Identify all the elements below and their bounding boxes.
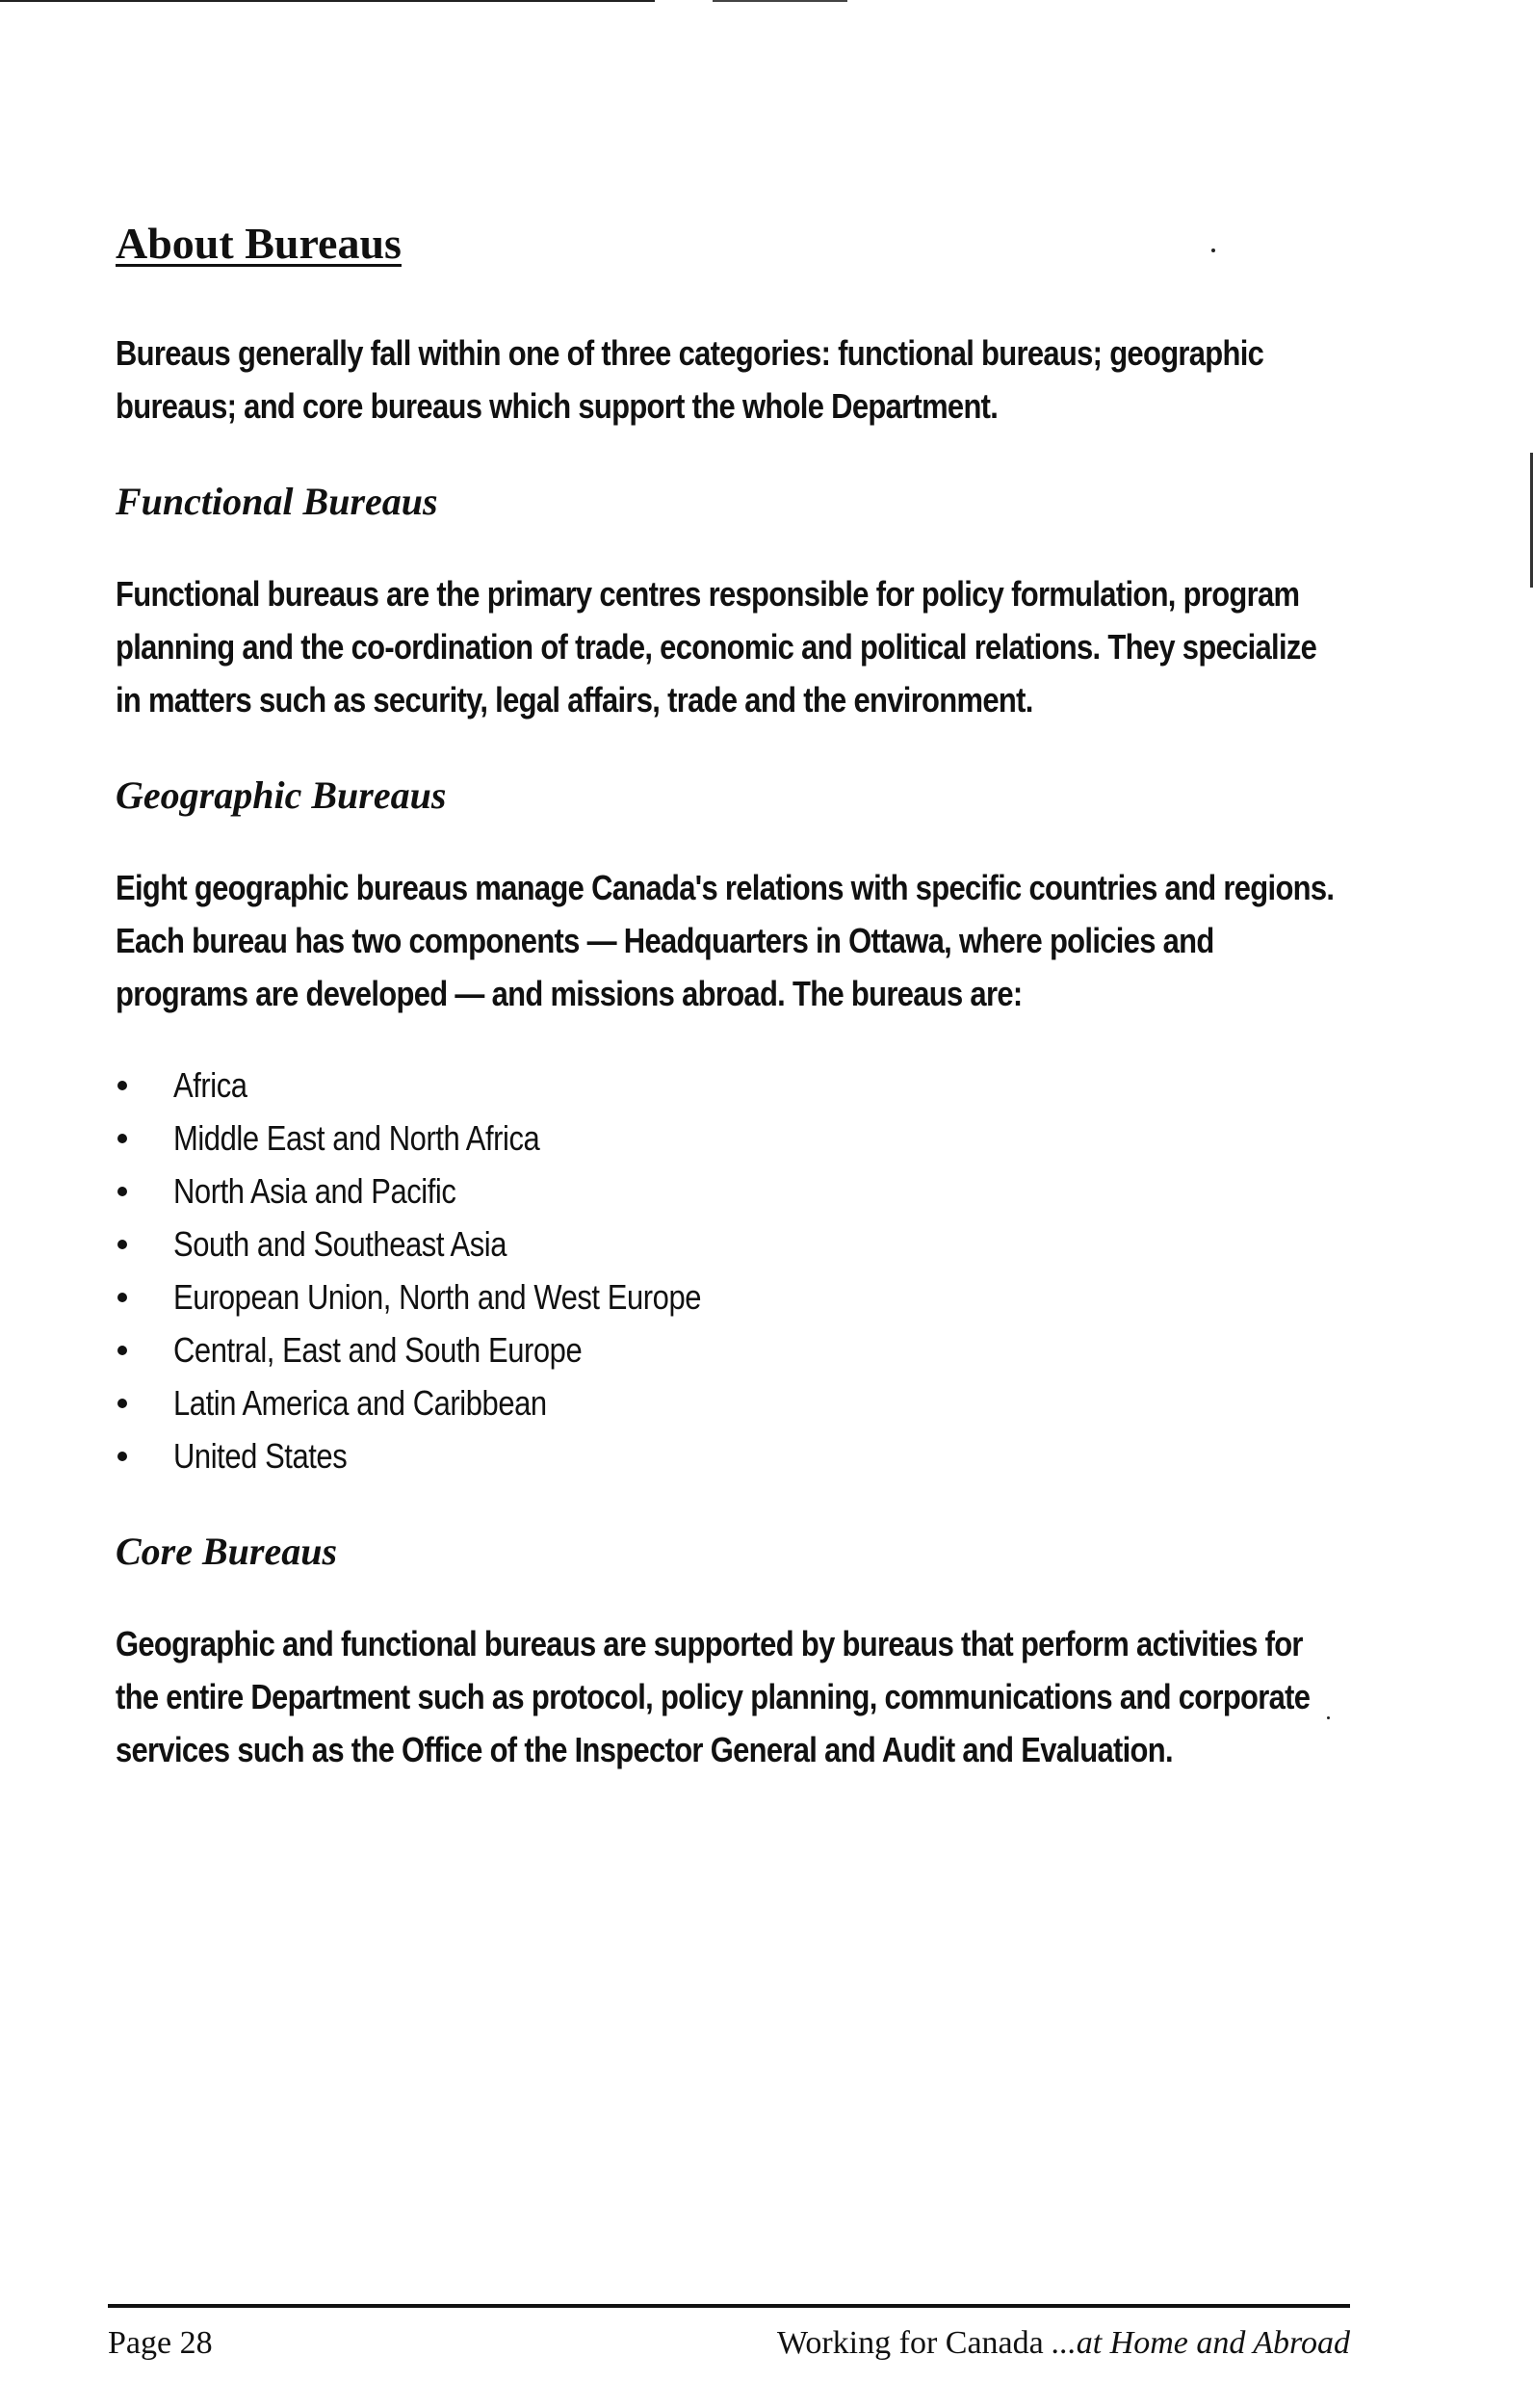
document-page xyxy=(116,219,1367,1776)
functional-bureaus-paragraph: Functional bureaus are the primary centres responsible for policy formulation, program planning and the co-ordination of trade, economic and political relations. They specialize in matters such as security, legal affairs, trade and the environment. xyxy=(116,574,1317,720)
bullet-icon xyxy=(117,1452,127,1461)
bureau-list xyxy=(116,1059,1367,1482)
list-item: Central, East and South Europe xyxy=(116,1323,1367,1376)
bullet-icon xyxy=(117,1187,127,1196)
bullet-icon xyxy=(117,1240,127,1249)
geographic-bureaus-paragraph: Eight geographic bureaus manage Canada's relations with specific countries and regions. Each bureau has two components — Headquarters in Ottawa, where policies and programs are developed — and missions abroad. The bureaus are: xyxy=(116,868,1335,1013)
bullet-icon xyxy=(117,1134,127,1143)
footer-ellipsis: ... xyxy=(1052,2325,1077,2361)
list-item: North Asia and Pacific xyxy=(116,1165,1367,1217)
core-bureaus-paragraph: Geographic and functional bureaus are supported by bureaus that perform activities for the entire Department such as protocol, policy planning, communications and corporate services such as the Office of the Inspector General and Audit and Evaluation. xyxy=(116,1624,1311,1769)
bullet-icon xyxy=(117,1346,127,1355)
list-item: Latin America and Caribbean xyxy=(116,1376,1367,1429)
bullet-icon xyxy=(117,1399,127,1408)
geographic-bureaus-heading: Geographic Bureaus xyxy=(116,773,447,817)
functional-bureaus-heading: Functional Bureaus xyxy=(116,480,438,523)
running-footer xyxy=(777,2325,1350,2362)
page-title: About Bureaus xyxy=(116,219,402,268)
list-item: South and Southeast Asia xyxy=(116,1217,1367,1270)
scan-top-rule-segment xyxy=(713,0,847,2)
publication-tagline: at Home and Abroad xyxy=(1076,2325,1350,2361)
bullet-icon xyxy=(117,1293,127,1302)
intro-paragraph: Bureaus generally fall within one of three categories: functional bureaus; geographic bureaus; and core bureaus which support the whole Department. xyxy=(116,333,1264,426)
page-number: Page 28 xyxy=(108,2325,213,2361)
bullet-icon xyxy=(117,1081,127,1090)
footer-rule xyxy=(108,2304,1350,2308)
list-item: European Union, North and West Europe xyxy=(116,1270,1367,1323)
core-bureaus-heading: Core Bureaus xyxy=(116,1530,338,1573)
scan-top-rule xyxy=(0,0,655,2)
list-item: United States xyxy=(116,1429,1367,1482)
list-item: Africa xyxy=(116,1059,1367,1112)
publication-title: Working for Canada xyxy=(776,2325,1044,2361)
list-item: Middle East and North Africa xyxy=(116,1112,1367,1165)
